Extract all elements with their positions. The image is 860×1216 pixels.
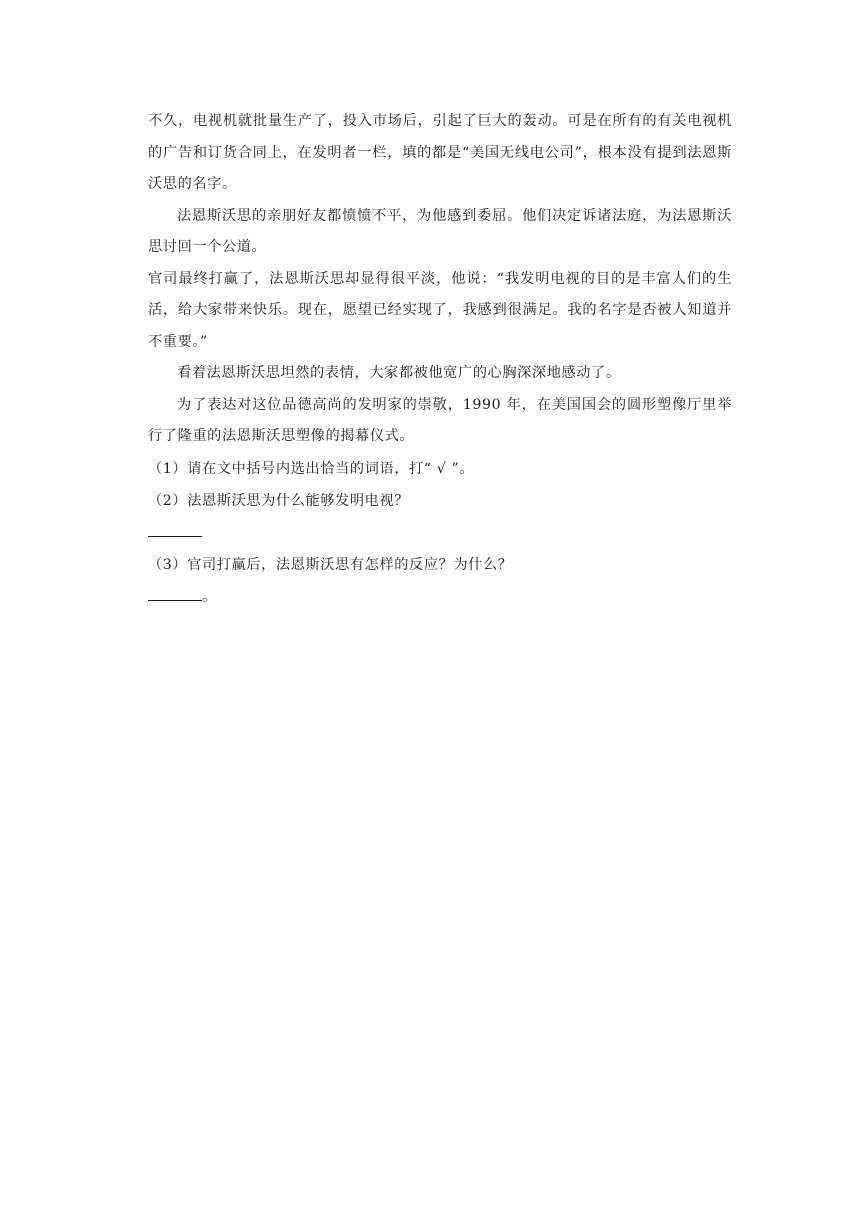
question-2: （2）法恩斯沃思为什么能够发明电视？ [148,492,410,509]
answer-blank-3[interactable] [148,581,732,613]
passage-paragraph-2: 法恩斯沃思的亲朋好友都愤愤不平，为他感到委屈。他们决定诉诸法庭，为法恩斯沃思讨回一个公道。 [148,207,732,255]
passage-paragraph-5: 为了表达对这位品德高尚的发明家的崇敬，1990 年，在美国国会的圆形塑像厅里举行了隆重的法恩斯沃思塑像的揭幕仪式。 [148,396,732,444]
blank-line[interactable] [148,520,202,537]
passage-paragraph-3: 官司最终打赢了，法恩斯沃思却显得很平淡，他说：“我发明电视的目的是丰富人们的生活，给大家带来快乐。现在，愿望已经实现了，我感到很满足。我的名字是否被人知道并不重要。” [148,270,732,350]
passage-paragraph-4: 看着法恩斯沃思坦然的表情，大家都被他宽广的心胸深深地感动了。 [177,365,621,381]
blank-line[interactable] [148,584,202,601]
document-page [148,106,732,613]
question-1: （1）请在文中括号内选出恰当的词语，打“ √ ”。 [148,460,475,477]
passage-paragraph-1: 不久，电视机就批量生产了，投入市场后，引起了巨大的轰动。可是在所有的有关电视机的广告和订货合同上，在发明者一栏，填的都是“美国无线电公司”，根本没有提到法恩斯沃思的名字。 [148,113,732,192]
answer-suffix: 。 [202,588,217,605]
answer-blank-2[interactable] [148,517,732,549]
question-3: （3）官司打赢后，法恩斯沃思有怎样的反应？为什么？ [148,556,513,573]
